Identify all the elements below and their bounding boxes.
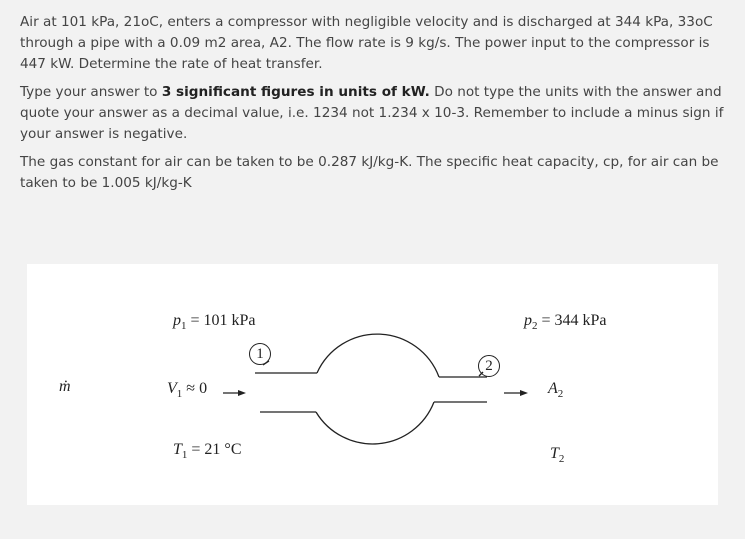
instruction-text-start: Type your answer to bbox=[20, 84, 162, 100]
station-2-marker: 2 bbox=[478, 355, 500, 377]
compressor-drawing bbox=[27, 264, 718, 505]
instruction-emphasis: 3 significant figures in units of kW. bbox=[161, 84, 430, 100]
compressor-diagram bbox=[27, 264, 718, 505]
mass-flow-label: ṁ bbox=[59, 378, 71, 395]
instruction-text-end: Do not type the units with the answer and quote your answer as a decimal value, i.e. 1234 not 1.234 x 10-3. Remember to include a minus sign if your answer is negative. bbox=[20, 84, 724, 142]
question-paragraph-1: Air at 101 kPa, 21oC, enters a compressor with negligible velocity and is discharged at 344 kPa, 33oC through a pipe with a 0.09 m2 area, A2. The flow rate is 9 kg/s. The power input to the compressor is 447 kW. Determine the rate of heat transfer. bbox=[20, 14, 713, 72]
inlet-velocity-label: $V_1 \approx 0$ bbox=[167, 380, 208, 401]
outlet-temperature-label: $T_2$ bbox=[550, 445, 565, 466]
question-paragraph-3: The gas constant for air can be taken to be 0.287 kJ/kg-K. The specific heat capacity, cp, for air can be taken to be 1.005 kJ/kg-K bbox=[20, 154, 719, 191]
question-paragraph-2 bbox=[20, 82, 732, 145]
outlet-arrowhead bbox=[520, 390, 528, 396]
station-1-marker: 1 bbox=[249, 343, 271, 365]
compressor-lower-shell bbox=[316, 402, 434, 444]
question-text bbox=[20, 12, 732, 201]
inlet-arrowhead bbox=[238, 390, 246, 396]
inlet-temperature-label: $T_1 = 21$ °C bbox=[173, 441, 242, 462]
outlet-pressure-label: $p_2 = 344$ kPa bbox=[524, 312, 607, 333]
compressor-upper-shell bbox=[317, 334, 439, 377]
outlet-area-label: $A_2$ bbox=[548, 380, 564, 401]
inlet-pressure-label: $p_1 = 101$ kPa bbox=[173, 312, 256, 333]
